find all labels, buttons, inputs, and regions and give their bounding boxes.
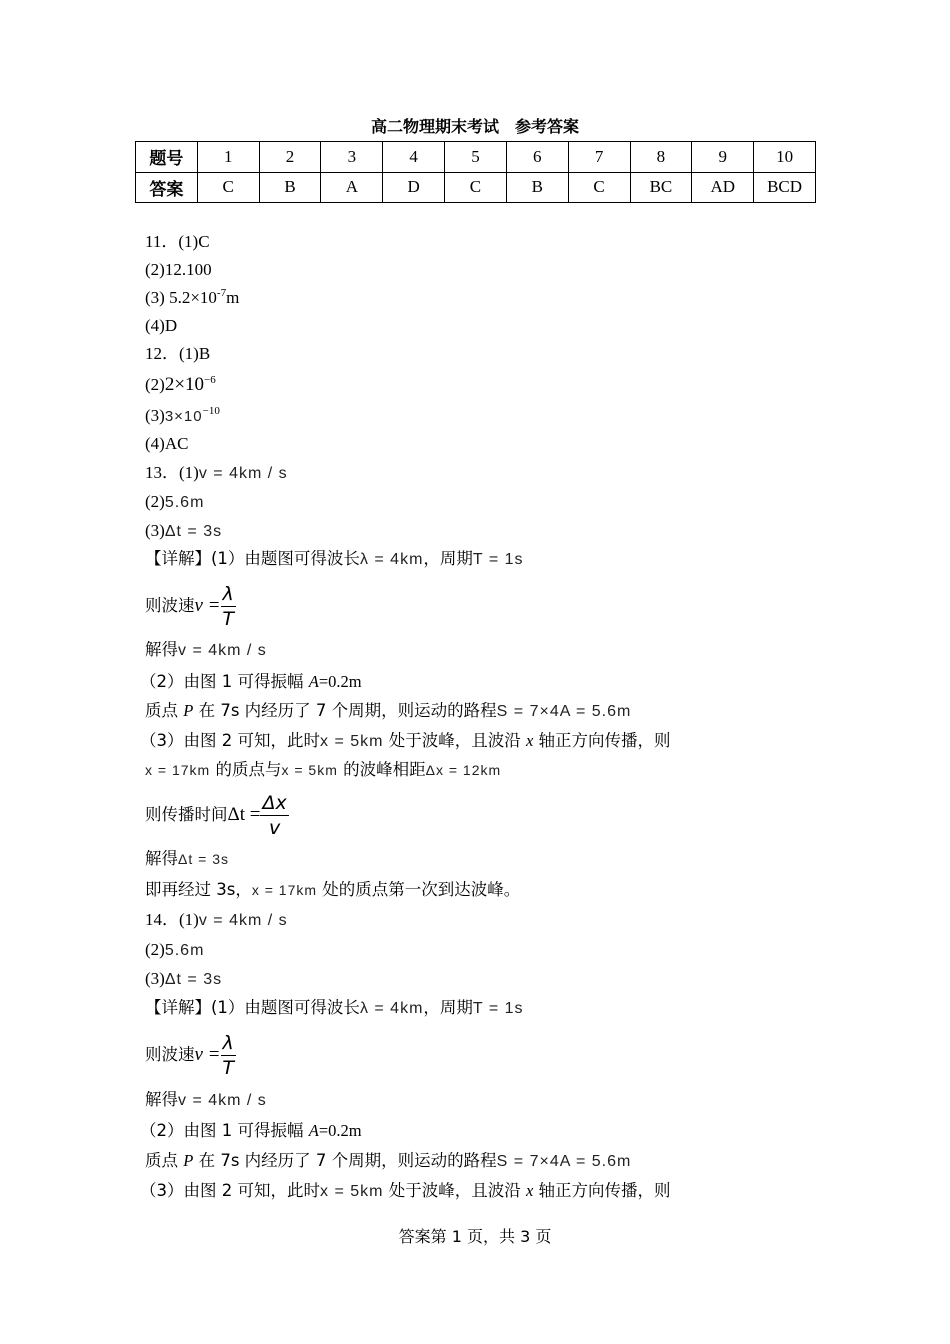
q13-speed-num: λ bbox=[222, 583, 234, 605]
q14-l1-pre: (1) bbox=[179, 910, 199, 929]
table-cell: 1 bbox=[197, 142, 259, 173]
q13-line-1 bbox=[145, 462, 288, 485]
q13-time-num: Δx bbox=[262, 792, 287, 814]
answer-table bbox=[135, 141, 816, 203]
q14-number: 14． bbox=[145, 910, 179, 929]
table-cell: 9 bbox=[692, 142, 754, 173]
q14-l1-math: v = 4km / s bbox=[198, 912, 288, 929]
q13-p3-c: 轴正方向传播，则 bbox=[533, 731, 671, 750]
q14-speed-num: λ bbox=[222, 1032, 234, 1054]
q13-p4-math2: x = 5km bbox=[281, 762, 338, 778]
table-cell: C bbox=[445, 172, 507, 203]
q12-line-4: (4)AC bbox=[145, 434, 189, 453]
q13-final-b: 处的质点第一次到达波峰。 bbox=[317, 880, 521, 899]
q13-l1-math: v = 4km / s bbox=[198, 465, 288, 482]
q13-speed-lhs: v = bbox=[194, 595, 221, 616]
q13-final-line bbox=[145, 879, 520, 901]
q14-path-line bbox=[145, 1150, 631, 1173]
q13-time-line bbox=[145, 790, 289, 840]
q11-line-3 bbox=[145, 287, 239, 309]
q11-l3-exp: -7 bbox=[216, 287, 227, 299]
q14-detail-mid: ，周期 bbox=[423, 998, 473, 1017]
q14-l3-math: Δt = 3s bbox=[164, 971, 223, 988]
table-cell: D bbox=[383, 172, 445, 203]
q14-line-3 bbox=[145, 968, 222, 991]
q13-amp-post: =0.2m bbox=[318, 672, 362, 691]
q14-p3-math: x = 5km bbox=[320, 1183, 384, 1200]
q13-l2-math: 5.6m bbox=[164, 494, 205, 511]
q11-line-4: (4)D bbox=[145, 316, 178, 335]
page-footer: 答案第 1 页，共 3 页 bbox=[398, 1227, 552, 1246]
q13-p3-a: （3）由图 2 可知，此时 bbox=[140, 731, 320, 750]
q13-detail-pre: 【详解】(1）由题图可得波长 bbox=[145, 549, 360, 568]
table-cell: B bbox=[259, 172, 321, 203]
q13-detail-mid: ，周期 bbox=[423, 549, 473, 568]
q14-p3-b: 处于波峰，且波沿 bbox=[383, 1181, 526, 1200]
q13-amp-var: A bbox=[308, 672, 319, 691]
q11-l3-post: m bbox=[226, 288, 240, 307]
q13-solve-line bbox=[145, 639, 267, 662]
q13-part3-line bbox=[140, 730, 671, 753]
table-cell: 7 bbox=[568, 142, 630, 173]
q13-amp-pre: （2）由图 1 可得振幅 bbox=[140, 672, 309, 691]
table-cell: BC bbox=[630, 172, 692, 203]
q13-time-pre: 则传播时间 bbox=[145, 805, 228, 824]
q12-l3-exp: −10 bbox=[202, 405, 220, 417]
q13-period: T = 1s bbox=[472, 551, 524, 568]
q14-speed-pre: 则波速 bbox=[145, 1045, 195, 1064]
q13-l2-pre: (2) bbox=[145, 492, 165, 511]
q14-path-math: S = 7×4A = 5.6m bbox=[496, 1153, 632, 1170]
q14-l3-pre: (3) bbox=[145, 969, 165, 988]
table-cell: C bbox=[568, 172, 630, 203]
q13-time-fraction bbox=[260, 791, 288, 840]
q12-l3-math: 3×10 bbox=[164, 408, 203, 425]
q13-solve-math: v = 4km / s bbox=[178, 642, 267, 659]
q13-p3-b: 处于波峰，且波沿 bbox=[383, 731, 526, 750]
q14-amp-var: A bbox=[308, 1121, 319, 1140]
q14-detail-line bbox=[145, 997, 524, 1020]
q13-amplitude-line bbox=[140, 671, 362, 693]
q13-path-b: 在 7s 内经历了 7 个周期，则运动的路程 bbox=[193, 701, 497, 720]
q12-l2-pre: (2) bbox=[145, 375, 165, 394]
q13-solve-pre: 解得 bbox=[145, 640, 178, 659]
q14-amp-pre: （2）由图 1 可得振幅 bbox=[140, 1121, 309, 1140]
q14-speed-line bbox=[145, 1031, 236, 1080]
q14-l2-math: 5.6m bbox=[164, 942, 205, 959]
q13-p4-a: 的质点与 bbox=[210, 760, 282, 779]
q13-detail-line bbox=[145, 548, 524, 571]
table-cell: 8 bbox=[630, 142, 692, 173]
q14-p3-a: （3）由图 2 可知，此时 bbox=[140, 1181, 320, 1200]
q14-speed-den: T bbox=[222, 1057, 234, 1079]
q14-p3-var: x bbox=[525, 1181, 534, 1200]
q14-speed-fraction bbox=[221, 1031, 236, 1080]
page-title: 高二物理期末考试 参考答案 bbox=[370, 117, 579, 136]
q14-lambda: λ = 4km bbox=[359, 1000, 424, 1017]
q13-speed-den: T bbox=[222, 608, 234, 630]
q13-p4-math3: Δx = 12km bbox=[425, 762, 502, 778]
q13-p3-var: x bbox=[525, 731, 534, 750]
table-cell: AD bbox=[692, 172, 754, 203]
table-cell: C bbox=[197, 172, 259, 203]
q13-number: 13． bbox=[145, 463, 179, 482]
q12-l3-pre: (3) bbox=[145, 406, 165, 425]
q14-solve-pre: 解得 bbox=[145, 1090, 178, 1109]
table-cell: 10 bbox=[754, 142, 816, 173]
q13-speed-fraction bbox=[221, 582, 236, 631]
q13-p3-math: x = 5km bbox=[320, 733, 384, 750]
q13-solve2-line bbox=[145, 848, 229, 870]
q14-speed-lhs: v = bbox=[194, 1044, 221, 1065]
q13-time-den: v bbox=[268, 817, 281, 839]
q14-p3-c: 轴正方向传播，则 bbox=[533, 1181, 671, 1200]
q13-path-var: P bbox=[183, 701, 194, 720]
q13-l1-pre: (1) bbox=[179, 463, 199, 482]
q14-path-var: P bbox=[183, 1151, 194, 1170]
q13-solve2-math: Δt = 3s bbox=[178, 851, 229, 867]
q13-l3-math: Δt = 3s bbox=[164, 523, 223, 540]
table-cell: 5 bbox=[445, 142, 507, 173]
q13-path-a: 质点 bbox=[145, 701, 184, 720]
table-row-answers bbox=[136, 172, 816, 203]
table-cell: A bbox=[321, 172, 383, 203]
q12-line-1: 12．(1)B bbox=[145, 344, 211, 363]
q14-amp-post: =0.2m bbox=[318, 1121, 362, 1140]
q13-distance-line bbox=[145, 759, 501, 781]
q13-line-3 bbox=[145, 520, 222, 543]
q14-solve-line bbox=[145, 1089, 267, 1112]
q12-l2-math: 2×10 bbox=[164, 374, 205, 395]
table-cell: BCD bbox=[754, 172, 816, 203]
q13-final-a: 即再经过 3s， bbox=[145, 880, 252, 899]
q14-line-2 bbox=[145, 939, 204, 962]
q13-p4-math1: x = 17km bbox=[145, 762, 211, 778]
q13-speed-line bbox=[145, 582, 236, 631]
q13-l3-pre: (3) bbox=[145, 521, 165, 540]
q14-line-1 bbox=[145, 909, 288, 932]
q12-l2-exp: −6 bbox=[204, 374, 216, 386]
table-cell: B bbox=[506, 172, 568, 203]
q13-line-2 bbox=[145, 491, 204, 514]
q12-line-3 bbox=[145, 405, 220, 428]
row-label-number: 题号 bbox=[136, 142, 198, 173]
q13-time-lhs: Δt = bbox=[227, 804, 261, 825]
q14-detail-pre: 【详解】(1）由题图可得波长 bbox=[145, 998, 360, 1017]
q14-part3-line bbox=[140, 1180, 671, 1203]
q13-speed-pre: 则波速 bbox=[145, 596, 195, 615]
q13-solve2-pre: 解得 bbox=[145, 849, 178, 868]
q14-path-b: 在 7s 内经历了 7 个周期，则运动的路程 bbox=[193, 1151, 497, 1170]
q11-line-2: (2)12.100 bbox=[145, 260, 212, 279]
q14-amplitude-line bbox=[140, 1120, 362, 1142]
q12-line-2 bbox=[145, 374, 216, 396]
row-label-answer: 答案 bbox=[136, 172, 198, 203]
q14-l2-pre: (2) bbox=[145, 940, 165, 959]
table-cell: 2 bbox=[259, 142, 321, 173]
q13-lambda: λ = 4km bbox=[359, 551, 424, 568]
table-cell: 6 bbox=[506, 142, 568, 173]
q13-p4-b: 的波峰相距 bbox=[337, 760, 426, 779]
q14-period: T = 1s bbox=[472, 1000, 524, 1017]
q14-path-a: 质点 bbox=[145, 1151, 184, 1170]
q14-solve-math: v = 4km / s bbox=[178, 1092, 267, 1109]
q11-l3-pre: (3) 5.2×10 bbox=[145, 288, 217, 307]
table-cell: 4 bbox=[383, 142, 445, 173]
table-row-numbers bbox=[136, 142, 816, 173]
q11-line-1: 11．(1)C bbox=[145, 232, 210, 251]
q13-path-line bbox=[145, 700, 631, 723]
q13-path-math: S = 7×4A = 5.6m bbox=[496, 703, 632, 720]
q13-final-math: x = 17km bbox=[251, 882, 318, 898]
table-cell: 3 bbox=[321, 142, 383, 173]
